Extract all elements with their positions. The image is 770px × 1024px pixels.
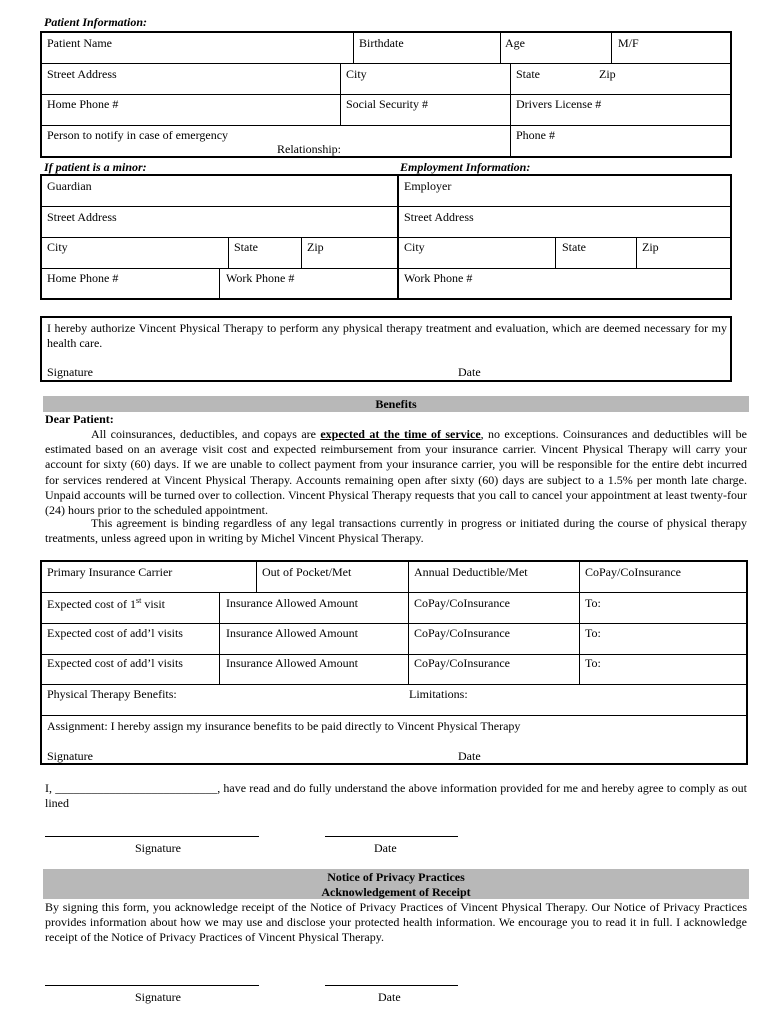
- benefits-paragraph-1: All coinsurances, deductibles, and copays are expected at the time of service, no exceptions. Coinsurances and deductibles will be estimated based on an average visit cost and expected reimbursement from your insurance carrier. Vincent Physical Therapy will carry your account for sixty (60) days. If we are unable to collect payment from your insurance carrier, you will be responsible for the entire debt incurred for services rendered at Vincent Physical Therapy. Accounts remaining open after sixty (60) days are subject to a 1.5% per month late charge. Unpaid accounts will be turned over to collection. Vincent Physical Therapy requests that you call to cancel your appointment at least twenty-four (24) hours prior to the scheduled appointment.: [45, 427, 747, 518]
- age-label: Age: [505, 36, 525, 50]
- emergency-phone-label: Phone #: [516, 128, 555, 142]
- benefits-bar: Benefits: [43, 396, 749, 412]
- employment-section-title: Employment Information:: [400, 160, 531, 174]
- ack-signature-line[interactable]: [45, 836, 259, 837]
- state-label: State: [516, 67, 540, 81]
- copay-label: CoPay/CoInsurance: [414, 596, 510, 610]
- annual-deductible-label: Annual Deductible/Met: [414, 565, 528, 579]
- authorization-text: I hereby authorize Vincent Physical Therapy to perform any physical therapy treatment and evaluation, which are deemed necessary for my health care.: [47, 321, 727, 351]
- patient-info-box: [40, 31, 732, 158]
- expected-addl-visits-label: Expected cost of add’l visits: [47, 656, 183, 670]
- to-label: To:: [585, 656, 601, 670]
- privacy-signature-label: Signature: [135, 990, 181, 1004]
- sex-label: M/F: [618, 36, 639, 50]
- limitations-label: Limitations:: [409, 687, 468, 701]
- assignment-date-label: Date: [458, 749, 481, 763]
- ack-signature-label: Signature: [135, 841, 181, 855]
- minor-employment-box: [40, 174, 732, 300]
- employer-city-label: City: [404, 240, 425, 254]
- street-address-label: Street Address: [47, 67, 117, 81]
- privacy-text: By signing this form, you acknowledge receipt of the Notice of Privacy Practices of Vincent Physical Therapy. Our Notice of Privacy Practices provides information about how we may use and disclose your protected health information. We encourage you to read it in full. I acknowledge receipt of the Notice of Privacy Practices of Vincent Physical Therapy.: [45, 900, 747, 945]
- patient-name-label: Patient Name: [47, 36, 112, 50]
- emergency-contact-label: Person to notify in case of emergency: [47, 128, 229, 142]
- pt-benefits-label: Physical Therapy Benefits:: [47, 687, 177, 701]
- guardian-work-phone-label: Work Phone #: [226, 271, 295, 285]
- privacy-date-line[interactable]: [325, 985, 458, 986]
- to-label: To:: [585, 626, 601, 640]
- guardian-street-label: Street Address: [47, 210, 117, 224]
- expected-first-visit-label: Expected cost of 1st visit: [47, 596, 165, 611]
- ssn-label: Social Security #: [346, 97, 428, 111]
- allowed-amount-label: Insurance Allowed Amount: [226, 596, 358, 610]
- ack-date-line[interactable]: [325, 836, 458, 837]
- relationship-label: Relationship:: [277, 142, 341, 156]
- guardian-state-label: State: [234, 240, 258, 254]
- privacy-signature-line[interactable]: [45, 985, 259, 986]
- to-label: To:: [585, 596, 601, 610]
- assignment-signature-label: Signature: [47, 749, 93, 763]
- city-label: City: [346, 67, 367, 81]
- expected-addl-visits-label: Expected cost of add’l visits: [47, 626, 183, 640]
- acknowledgement-text: I, ___________________________, have read and do fully understand the above information provided for me and hereby agree to comply as out lined: [45, 781, 748, 811]
- patient-section-title: Patient Information:: [44, 15, 148, 29]
- out-of-pocket-label: Out of Pocket/Met: [262, 565, 352, 579]
- guardian-label: Guardian: [47, 179, 92, 193]
- privacy-title: Notice of Privacy Practices: [327, 870, 465, 884]
- primary-carrier-label: Primary Insurance Carrier: [47, 565, 173, 579]
- minor-section-title: If patient is a minor:: [44, 160, 147, 174]
- guardian-city-label: City: [47, 240, 68, 254]
- birthdate-label: Birthdate: [359, 36, 404, 50]
- copay-label: CoPay/CoInsurance: [414, 656, 510, 670]
- allowed-amount-label: Insurance Allowed Amount: [226, 656, 358, 670]
- home-phone-label: Home Phone #: [47, 97, 119, 111]
- zip-label: Zip: [599, 67, 616, 81]
- employer-zip-label: Zip: [642, 240, 659, 254]
- insurance-table: [40, 560, 748, 765]
- guardian-home-phone-label: Home Phone #: [47, 271, 119, 285]
- benefits-paragraph-2: This agreement is binding regardless of any legal transactions currently in progress or initiated during the course of physical therapy treatments, unless agreed upon in writing by Michel Vincent Physical Therapy.: [45, 516, 747, 546]
- guardian-zip-label: Zip: [307, 240, 324, 254]
- copay-header-label: CoPay/CoInsurance: [585, 565, 681, 579]
- employer-street-label: Street Address: [404, 210, 474, 224]
- assignment-text: Assignment: I hereby assign my insurance benefits to be paid directly to Vincent Physical Therapy: [47, 719, 521, 733]
- employer-label: Employer: [404, 179, 452, 193]
- drivers-license-label: Drivers License #: [516, 97, 602, 111]
- allowed-amount-label: Insurance Allowed Amount: [226, 626, 358, 640]
- authorization-date-label: Date: [458, 365, 481, 379]
- privacy-bar: [43, 869, 749, 899]
- privacy-subtitle: Acknowledgement of Receipt: [321, 885, 471, 899]
- employer-state-label: State: [562, 240, 586, 254]
- authorization-box: [40, 316, 732, 382]
- authorization-signature-label: Signature: [47, 365, 93, 379]
- greeting: Dear Patient:: [45, 412, 114, 426]
- ack-date-label: Date: [374, 841, 397, 855]
- copay-label: CoPay/CoInsurance: [414, 626, 510, 640]
- employer-work-phone-label: Work Phone #: [404, 271, 473, 285]
- privacy-date-label: Date: [378, 990, 401, 1004]
